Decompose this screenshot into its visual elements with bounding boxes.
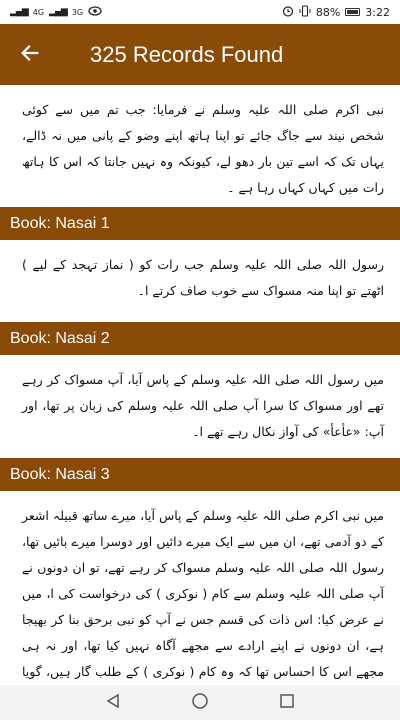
eye-icon: [88, 6, 102, 19]
hadith-text: میں نبی اکرم صلی اللہ علیہ وسلم کے پاس آیا، میرے ساتھ قبیلہ اشعر کے دو آدمی تھے، ان میں سے ایک میرے دائیں اور دوسرا میرے بائیں تھا، رسول اللہ صلی اللہ علیہ وسلم مسواک کر رہے تھے، تو ان دونوں نے آپ صلی اللہ علیہ وسلم سے کام ( نوکری ) کی درخواست کی ا، میں نے عرض کیا: اس ذات کی قسم جس نے آپ کو نبی برحق بنا کر بھیجا ہے، ان دونوں نے اپنے ارادے سے مجھے آگاہ نہیں کیا تھا، اور نہ ہی مجھے اس کا احساس تھا کہ وہ کام ( نوکری ) کے طلب گار ہیں، گویا: [22, 508, 384, 679]
nav-back-button[interactable]: [98, 688, 128, 718]
record-item[interactable]: [0, 458, 400, 723]
nav-recents-button[interactable]: [272, 688, 302, 718]
records-list[interactable]: [0, 85, 400, 685]
status-right: [282, 5, 390, 20]
hadith-text: رسول اللہ صلی اللہ علیہ وسلم جب رات کو ( نماز تہجد کے لیے ) اٹھتے تو اپنا منہ مسواک سے خوب صاف کرتے ا۔: [22, 257, 384, 298]
app-bar: [0, 24, 400, 85]
battery-percent: 88%: [315, 5, 341, 19]
signal-icon-2: ▂▄▆: [49, 7, 67, 17]
record-item[interactable]: [0, 322, 400, 458]
record-item[interactable]: [0, 207, 400, 322]
back-arrow-icon: [19, 42, 41, 68]
back-button[interactable]: [0, 24, 60, 85]
book-header: Book: Nasai 1: [0, 207, 400, 240]
vibrate-icon: [299, 5, 311, 20]
book-header: Book: Nasai 3: [0, 458, 400, 491]
back-triangle-icon: [105, 693, 121, 713]
nav-home-button[interactable]: [185, 688, 215, 718]
home-circle-icon: [191, 692, 209, 714]
page-title: 325 Records Found: [90, 41, 284, 67]
signal-icon: ▂▄▆: [10, 7, 28, 17]
navigation-bar: [0, 685, 400, 720]
network-4g-label: 4G: [32, 7, 45, 17]
status-bar: [0, 0, 400, 24]
network-3g-label: 3G: [71, 7, 84, 17]
record-item[interactable]: [0, 85, 400, 207]
battery-icon: [345, 8, 360, 16]
hadith-text: نبی اکرم صلی اللہ علیہ وسلم نے فرمایا: جب تم میں سے کوئی شخص نیند سے جاگ جائے تو اپنا ہاتھ اپنے وضو کے پانی میں نہ ڈالے، یہاں تک کہ اسے تین بار دھو لے، کیونکہ وہ نہیں جانتا کہ اس کا ہاتھ رات میں کہاں کہاں رہا ہے ۔: [22, 102, 384, 195]
alarm-icon: [282, 5, 294, 20]
status-left: [10, 6, 102, 19]
recents-square-icon: [279, 693, 295, 713]
hadith-text: میں رسول اللہ صلی اللہ علیہ وسلم کے پاس آیا، آپ مسواک کر رہے تھے اور مسواک کا سرا آپ صلی اللہ علیہ وسلم کی زبان پر تھا، اور آپ: «عأعأ» کی آواز نکال رہے تھے ا۔: [22, 372, 384, 439]
status-time: 3:22: [365, 5, 390, 19]
book-header: Book: Nasai 2: [0, 322, 400, 355]
